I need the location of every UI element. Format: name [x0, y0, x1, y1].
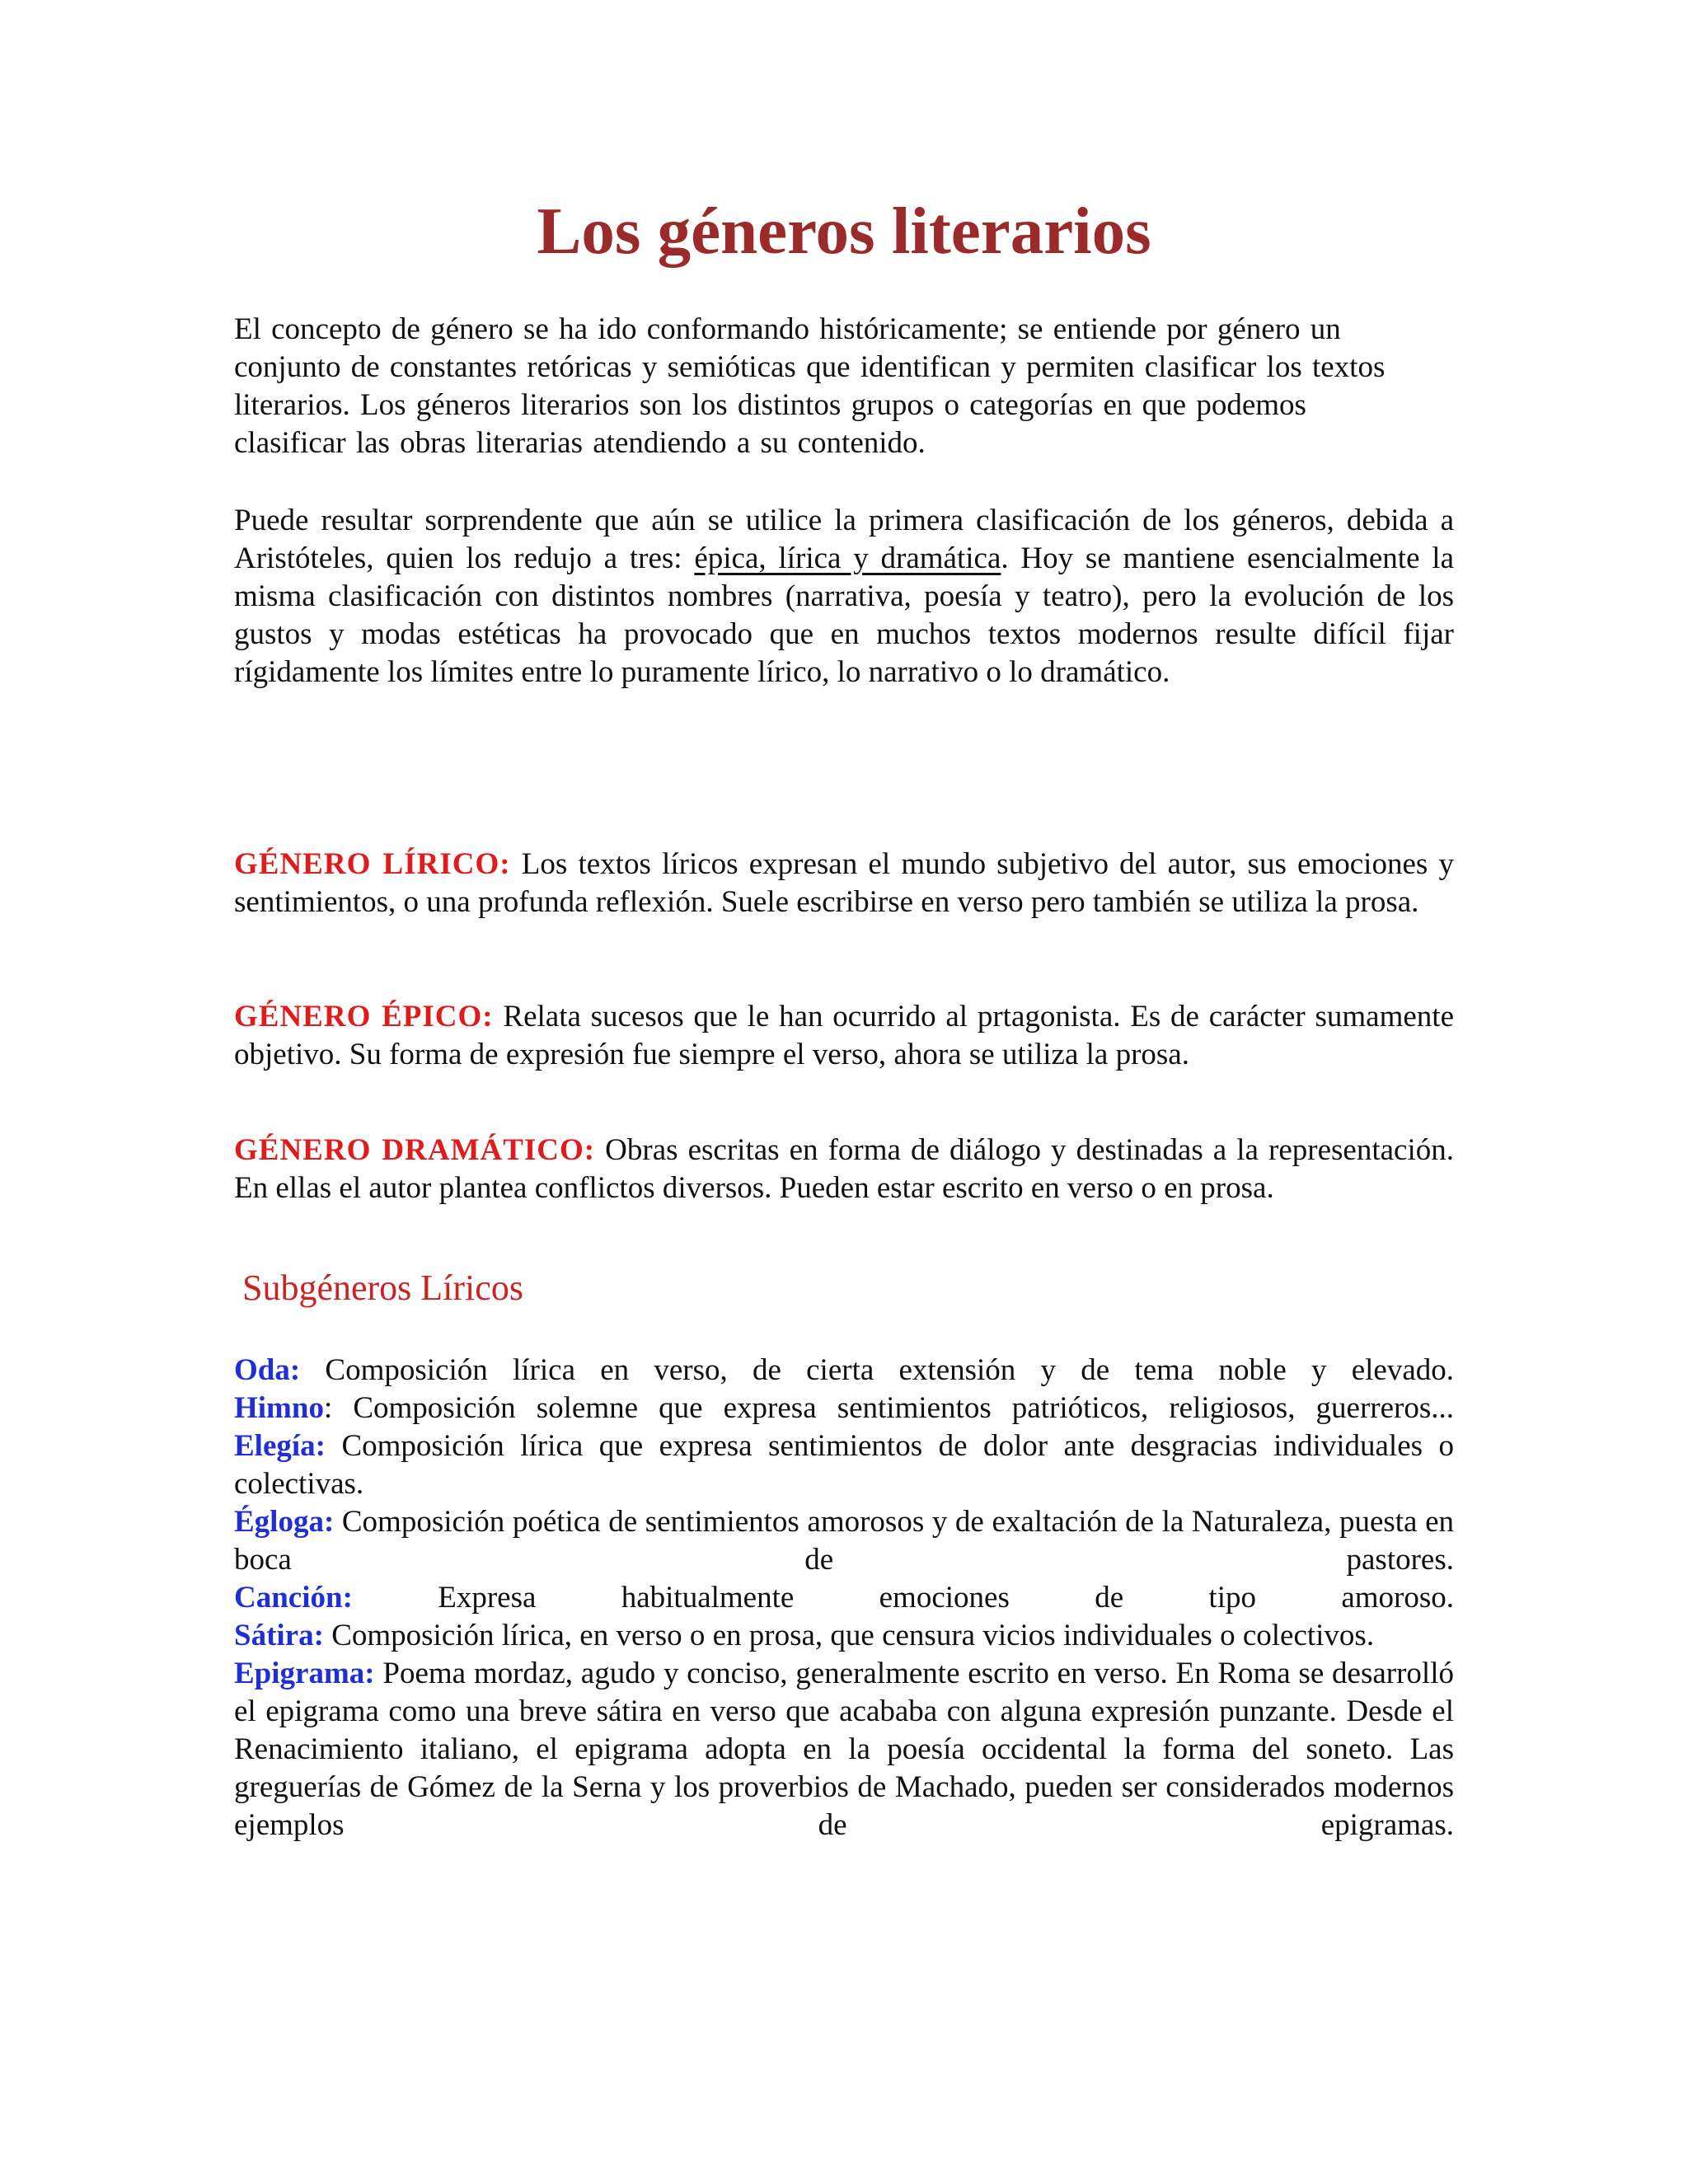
subgenre-description: : Composición solemne que expresa sentimientos patrióticos, religiosos, guerreros... [323, 1391, 1454, 1425]
genre-term: GÉNERO ÉPICO: [234, 1000, 494, 1033]
subgenre-cancion [234, 1579, 1454, 1617]
subgenre-term: Epigrama: [234, 1657, 375, 1690]
intro-line: clasificar las obras literarias atendiendo a su contenido. [234, 426, 926, 460]
genre-dramatico [234, 1132, 1454, 1207]
subgenre-term: Oda: [234, 1353, 301, 1387]
subgenre-description: Poema mordaz, agudo y conciso, generalmente escrito en verso. En Roma se desarrolló el epigrama como una breve sátira en verso que acababa con alguna expresión punzante. Desde el Renacimiento italiano, el epigrama adopta en la poesía occidental la forma del soneto. Las greguerías de Gómez de la Serna y los proverbios de Machado, pueden ser considerados modernos ejemplos de epigramas. [234, 1657, 1454, 1842]
genre-description: Obras escritas en forma de diálogo y destinadas a la representación. En ellas el autor plantea conflictos diversos. Pueden estar escrito en verso o en prosa. [234, 1133, 1454, 1205]
subgenre-description: Composición lírica que expresa sentimientos de dolor ante desgracias individuales o colectivas. [234, 1429, 1454, 1501]
intro-line: conjunto de constantes retóricas y semióticas que identifican y permiten clasificar los textos [234, 350, 1386, 384]
subgenre-term: Elegía: [234, 1429, 326, 1463]
subgenre-description: Composición poética de sentimientos amorosos y de exaltación de la Naturaleza, puesta en boca de pastores. [234, 1505, 1454, 1577]
classification-underlined: épica, lírica y dramática [694, 541, 1001, 575]
intro-line: literarios. Los géneros literarios son los distintos grupos o categorías en que podemos [234, 388, 1306, 422]
genre-term: GÉNERO LÍRICO: [234, 847, 511, 881]
subgenres-heading: Subgéneros Líricos [242, 1268, 523, 1308]
subgenre-term: Égloga: [234, 1505, 335, 1539]
subgenres-list [234, 1352, 1454, 1844]
subgenre-oda [234, 1352, 1454, 1390]
intro-paragraph-1 [234, 311, 1454, 462]
genre-description: Los textos líricos expresan el mundo subjetivo del autor, sus emociones y sentimientos, o una profunda reflexión. Suele escribirse en verso pero también se utiliza la prosa. [234, 847, 1454, 919]
subgenre-description: Expresa habitualmente emociones de tipo amoroso. [352, 1581, 1454, 1615]
intro-paragraph-2 [234, 502, 1454, 691]
subgenre-description: Composición lírica en verso, de cierta extensión y de tema noble y elevado. [300, 1353, 1454, 1387]
intro-line: El concepto de género se ha ido conformando históricamente; se entiende por género un [234, 312, 1341, 346]
genre-lirico [234, 846, 1454, 921]
genre-description: Relata sucesos que le han ocurrido al prtagonista. Es de carácter sumamente objetivo. Su forma de expresión fue siempre el verso, ahora se utiliza la prosa. [234, 1000, 1454, 1071]
subgenre-elegia [234, 1427, 1454, 1503]
subgenre-egloga [234, 1503, 1454, 1579]
subgenre-satira [234, 1617, 1454, 1655]
genre-epico [234, 998, 1454, 1074]
subgenre-himno [234, 1390, 1454, 1427]
subgenre-term: Himno [234, 1391, 324, 1425]
page-title: Los géneros literarios [537, 194, 1151, 268]
subgenre-epigrama [234, 1655, 1454, 1844]
intro-text: Puede resultar sorprendente que aún se utilice la primera clasificación de los géneros, debida a Aristóteles, quien los redujo a tres: [234, 504, 1454, 575]
subgenre-description: Composición lírica, en verso o en prosa, que censura vicios individuales o colectivos. [323, 1619, 1375, 1652]
intro-text: . Hoy se mantiene esencialmente la misma clasificación con distintos nombres (narrativa, poesía y teatro), pero la evolución de los gustos y modas estéticas ha provocado que en muchos textos modernos resulte difícil fijar rígidamente los límites entre lo puramente lírico, lo narrativo o lo dramático. [234, 541, 1454, 689]
subgenre-term: Sátira: [234, 1619, 324, 1652]
subgenre-term: Canción: [234, 1581, 353, 1615]
genre-term: GÉNERO DRAMÁTICO: [234, 1133, 596, 1167]
